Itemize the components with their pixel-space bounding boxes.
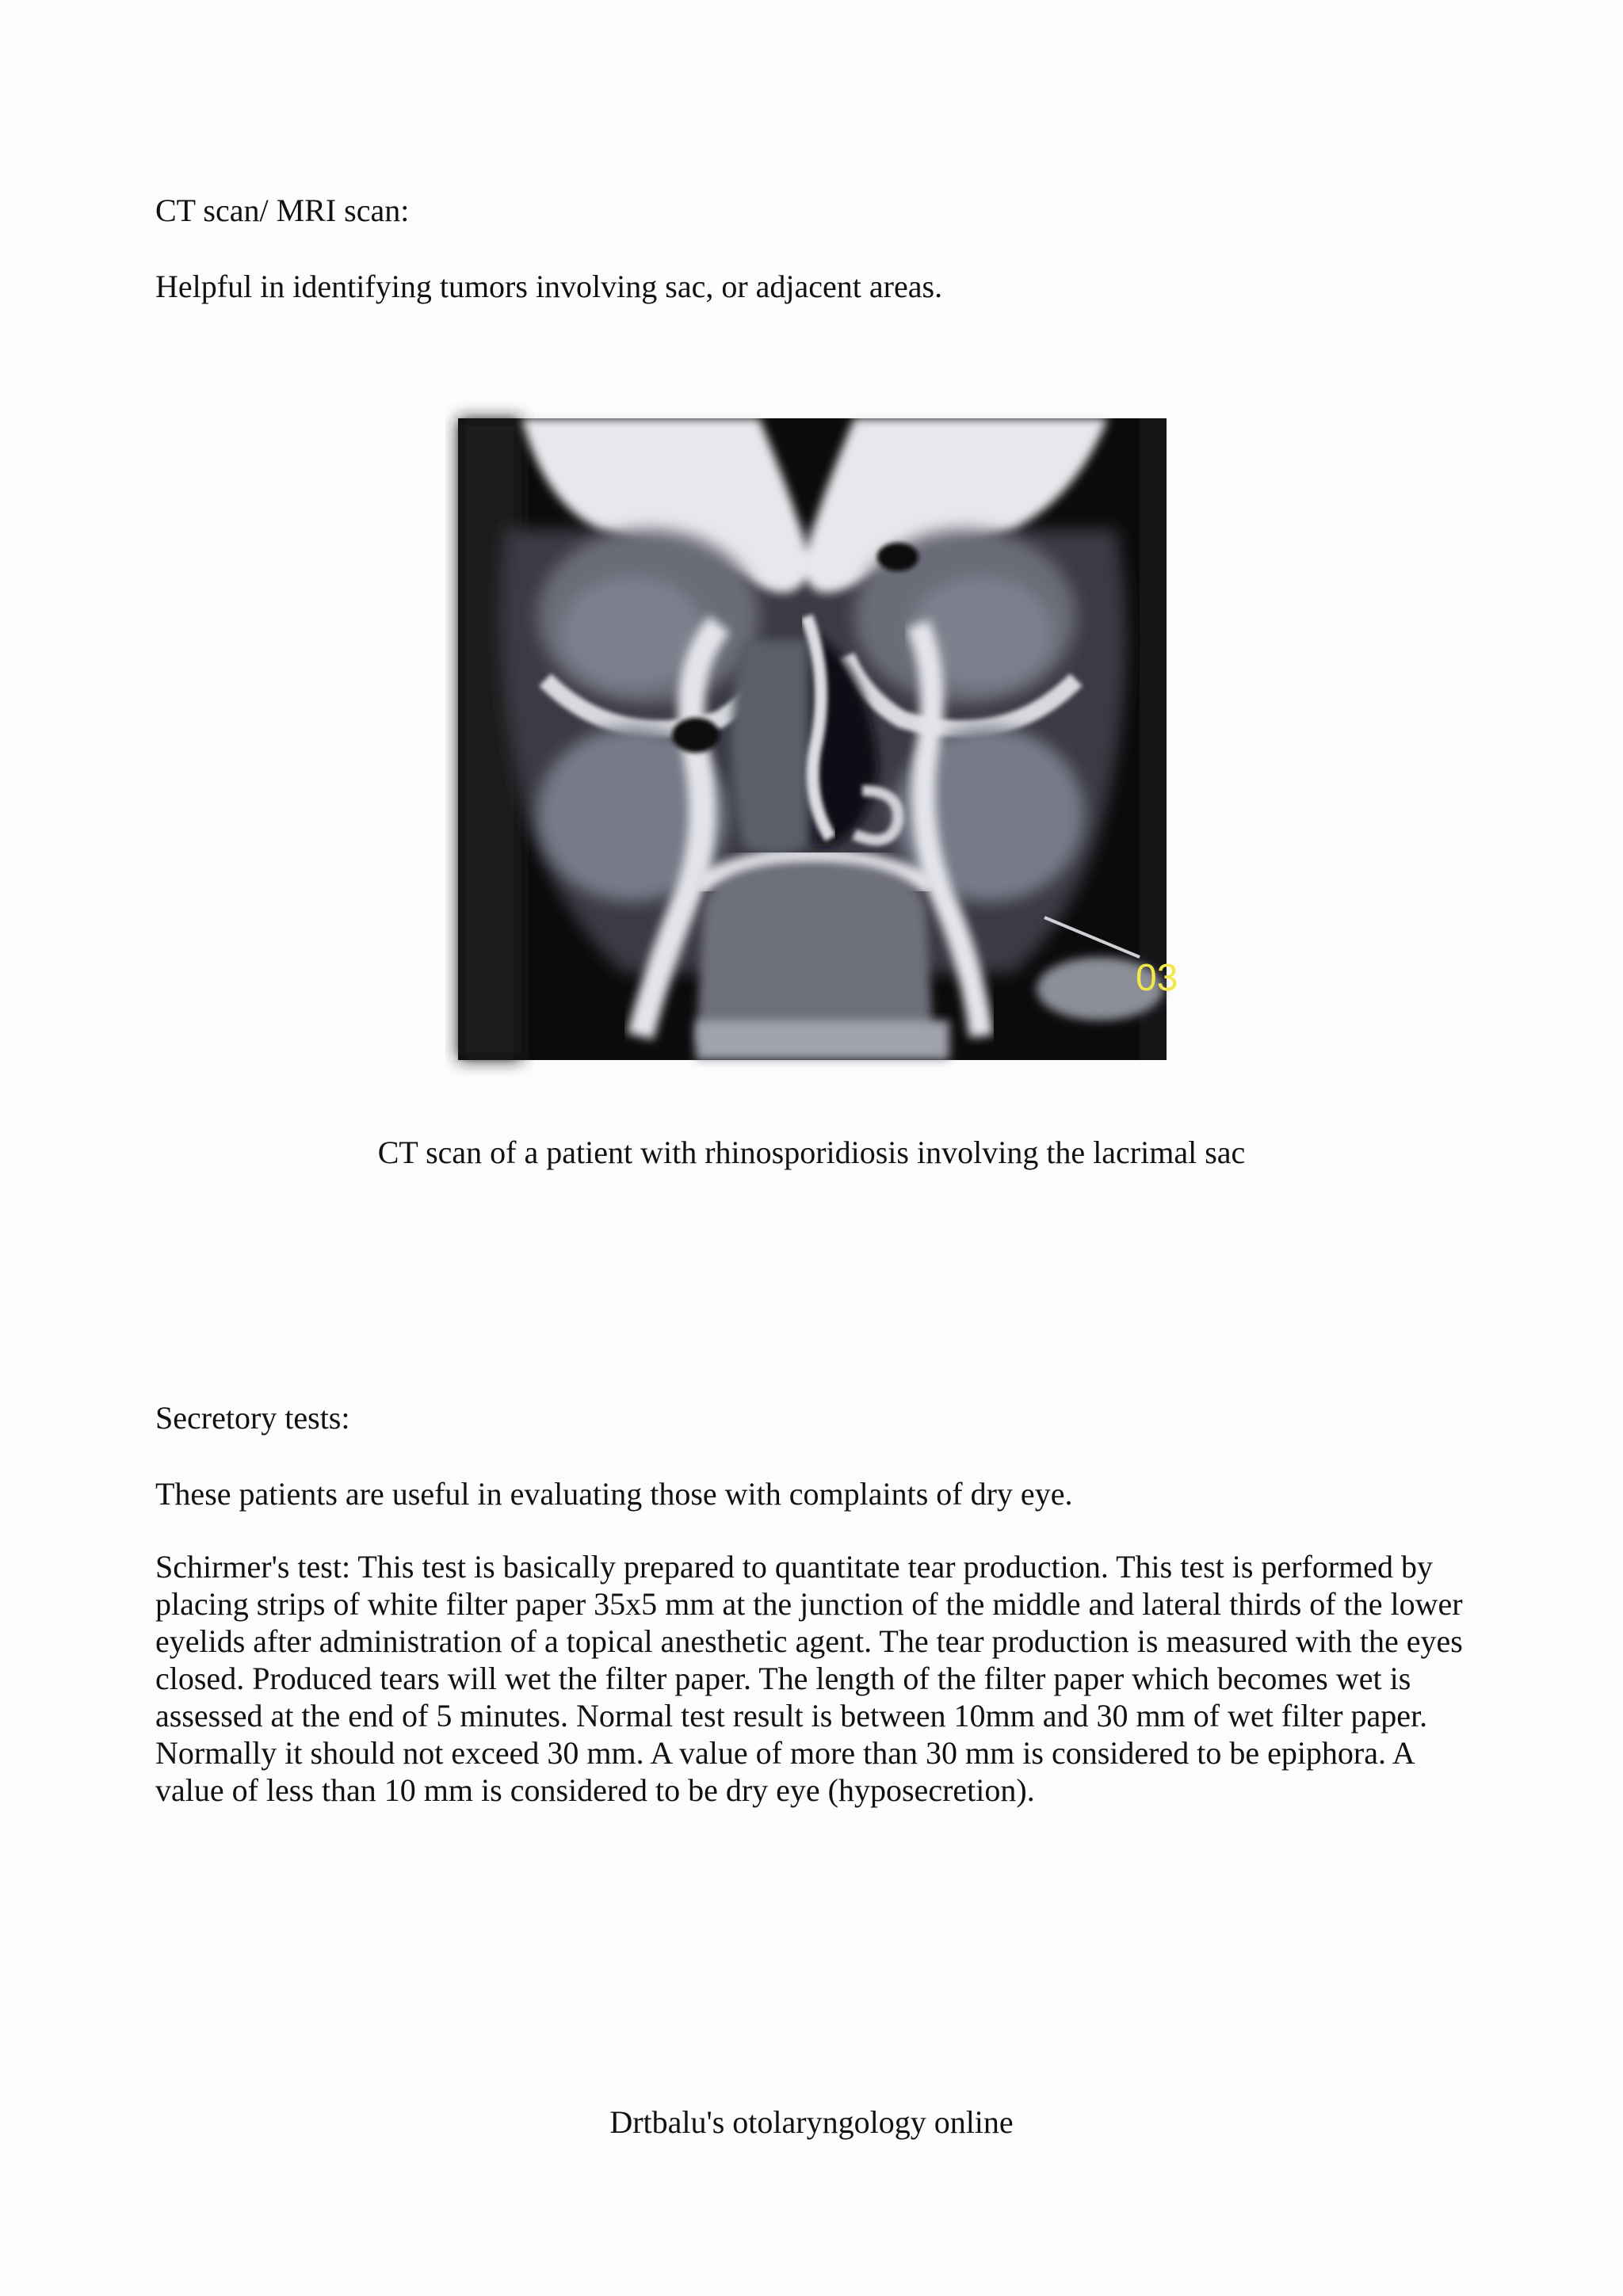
page-footer: Drtbalu's otolaryngology online bbox=[609, 2104, 1014, 2140]
figure-caption: CT scan of a patient with rhinosporidiosis involving the lacrimal sac bbox=[377, 1135, 1246, 1170]
schirmer-paragraph: Schirmer's test: This test is basically prepared to quantitate tear production. This test is performed by placing strips of white filter paper 35x5 mm at the junction of the middle and lateral thirds of the lower eyelids after administration of a topical anesthetic agent. The tear production is measured with the eyes closed. Produced tears will wet the filter paper. The length of the filter paper which becomes wet is assessed at the end of 5 minutes. Normal test result is between 10mm and 30 mm of wet filter paper. Normally it should not exceed 30 mm. A value of more than 30 mm is considered to be epiphora. A value of less than 10 mm is considered to be dry eye (hyposecretion). bbox=[155, 1549, 1463, 1808]
ct-paragraph: Helpful in identifying tumors involving sac, or adjacent areas. bbox=[155, 269, 943, 304]
ct-heading: CT scan/ MRI scan: bbox=[155, 193, 410, 228]
ct-overlay-label: 03 bbox=[1136, 957, 1178, 999]
ct-scan-image bbox=[458, 418, 1178, 1060]
secretory-heading: Secretory tests: bbox=[155, 1400, 350, 1436]
secretory-paragraph: These patients are useful in evaluating those with complaints of dry eye. bbox=[155, 1476, 1073, 1512]
